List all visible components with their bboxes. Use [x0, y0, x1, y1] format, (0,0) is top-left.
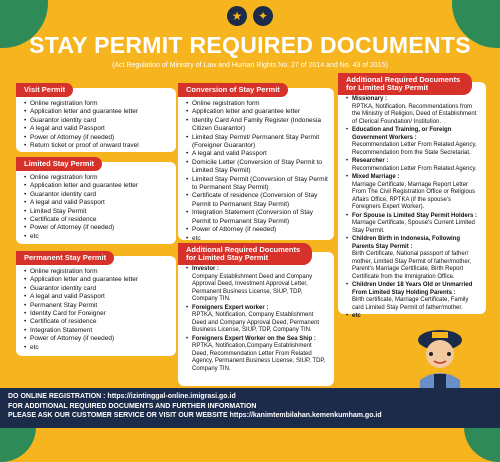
list-item: • Domicile Letter (Conversion of Stay Permit to Limited Stay Permit): [186, 159, 328, 176]
visit-permit-heading: Visit Permit: [16, 83, 73, 97]
section-body: Marriage Certificate, Marriage Report Letter From The Civil Registration Office or Religious Affairs Office, RPTKA (if the spouse's Foreigners Expert Worker).: [352, 181, 476, 210]
permanent-stay-card: [16, 253, 176, 356]
additional-heading-1: Additional Required Documents for Limited Stay Permit: [178, 243, 312, 265]
list-item: • Certificate of residence: [24, 216, 170, 224]
additional-limited-card-2: [338, 75, 486, 319]
section-body: Birth Certificate, National passport of father/ mother, Limited Stay Permit of father/mother, Parent's Marriage Certificate, Birth Report Certificate from the Immigration Office.: [352, 251, 472, 280]
list-item: • Integration Statement: [24, 327, 170, 335]
section-title: • For Spouse is Limited Stay Permit Holders :: [352, 212, 478, 219]
footer-banner: [0, 388, 500, 428]
section-item: [346, 96, 480, 126]
list-item: • Permanent Stay Permit: [24, 302, 170, 310]
section-title: • Foreigners Expert worker :: [192, 304, 269, 311]
list-item: • Return ticket or proof of onward travel: [24, 142, 170, 150]
list-item: • Application letter and guarantee letter: [24, 182, 170, 190]
conversion-list: [186, 100, 328, 243]
list-item: • A legal and valid Passport: [186, 150, 328, 158]
section-title: • Children Under 18 Years Old or Unmarried From Limited Stay Holding Parents :: [352, 282, 473, 296]
list-item: • Power of Attorney (if needed): [24, 335, 170, 343]
permanent-stay-heading: Permanent Stay Permit: [16, 251, 114, 265]
list-item: • Application letter and guarantee letter: [24, 276, 170, 284]
footer-website-line: PLEASE ASK OUR CUSTOMER SERVICE OR VISIT OUR WEBSITE https://kanimtembilahan.kemenkumham.go.id: [8, 412, 382, 419]
list-item: • etc: [186, 235, 328, 243]
list-item: • Power of Attorney (if needed): [24, 224, 170, 232]
section-title: • Children Birth in Indonesia, Following Parents Stay Permit :: [352, 236, 460, 250]
section-body: Recommendation Letter From Related Agency, Recommendation from the State Secretariat.: [352, 142, 477, 156]
section-title: • etc: [352, 313, 361, 319]
section-body: Recommendation Letter From Related Agency.: [352, 165, 477, 172]
section-item: [346, 174, 480, 212]
list-item: • Power of Attorney (if needed): [186, 226, 328, 234]
list-item: • Application letter and guarantee letter: [24, 108, 170, 116]
additional-list-2: [346, 96, 480, 321]
page-subtitle: (Act Regulation of Ministry of Law and Human Rights No. 27 of 2014 and No. 43 of 2015): [112, 62, 388, 69]
list-item: • Limited Stay Permit: [24, 208, 170, 216]
section-body: Marriage Certificate, Spouse's Current Limited Stay Permit.: [352, 220, 475, 234]
section-item: [186, 305, 328, 335]
section-item: [346, 127, 480, 157]
permanent-stay-list: [24, 268, 170, 352]
list-item: • Online registration form: [24, 100, 170, 108]
section-title: • Missionary :: [352, 96, 388, 102]
limited-stay-heading: Limited Stay Permit: [16, 157, 102, 171]
list-item: • Integration Statement (Conversion of Stay Permit to Permanent Stay Permit): [186, 209, 328, 226]
visit-permit-card: [16, 85, 176, 152]
section-body: RPTKA, Notification, Company Establishment Deed and Company Approval Deed, Permanent Business License, SIUP, TDP, Company TIN.: [192, 312, 320, 333]
page-title: STAY PERMIT REQUIRED DOCUMENTS: [29, 32, 471, 58]
section-title: • Mixed Marriage :: [352, 174, 400, 180]
section-body: RPTKA, Notification, Recommendations from the Ministry of Religion, Deed of Establishment of Clerical Foundation/ Institution.: [352, 103, 477, 125]
additional-heading-2: Additional Required Documents for Limited Stay Permit: [338, 73, 472, 95]
section-body: Company Establishment Deed and Company Approval Deed, Investment Approval Letter, Permanent Business License, SIUP, TDP, Company TIN.: [192, 273, 313, 302]
list-item: • A legal and valid Passport: [24, 293, 170, 301]
list-item: • Guarantor identity card: [24, 191, 170, 199]
immigration-logo-icon: ✦: [253, 6, 273, 26]
section-body: RPTKA, Notification,Company Establishment Deed, Recommendation Letter From Related Agency, Permanent Business License, SIUP, TDP, Company TIN.: [192, 343, 326, 372]
section-body: Birth certificate, Marriage Certificate, Family card Limited Stay Permit of father/mother.: [352, 297, 469, 311]
section-title: • Foreigners Expert Worker on the Sea Ship :: [192, 335, 316, 342]
list-item: • etc: [24, 344, 170, 352]
ministry-logo-icon: ★: [227, 6, 247, 26]
footer-info-line: FOR ADDITIONAL REQUIRED DOCUMENTS AND FURTHER INFORMATION: [8, 402, 257, 410]
visit-permit-list: [24, 100, 170, 150]
list-item: • Guarantor identity card: [24, 117, 170, 125]
list-item: • Certificate of residence (Conversion of Stay Permit to Permanent Stay Permit): [186, 192, 328, 209]
section-item: [346, 282, 480, 312]
list-item: • Limited Stay Permit/ Permanent Stay Permit (Foreigner Guarantor): [186, 134, 328, 151]
section-item: [346, 158, 480, 173]
list-item: • Identity Card And Family Register (Indonesia Citizen Guarantor): [186, 117, 328, 134]
conversion-heading: Conversion of Stay Permit: [178, 83, 288, 97]
section-item: [186, 266, 328, 304]
section-item: [346, 236, 480, 281]
section-item: [186, 336, 328, 374]
list-item: • Identity Card for Foreigner: [24, 310, 170, 318]
list-item: • Application letter and guarantee letter: [186, 108, 328, 116]
limited-stay-list: [24, 174, 170, 241]
additional-limited-card-1: [178, 245, 334, 386]
conversion-card: [178, 85, 334, 242]
section-title: • Education and Training, or Foreign Government Workers :: [352, 127, 452, 141]
section-title: • Researcher :: [352, 158, 389, 164]
list-item: • A legal and valid Passport: [24, 199, 170, 207]
list-item: • etc: [24, 233, 170, 241]
list-item: • Online registration form: [24, 174, 170, 182]
logo-group: [222, 6, 278, 28]
limited-stay-card: [16, 159, 176, 244]
section-title: • Investor :: [192, 266, 220, 272]
footer-registration-line: DO ONLINE REGISTRATION : https://izintinggal-online.imigrasi.go.id: [8, 393, 236, 400]
list-item: • Power of Attorney (if needed): [24, 134, 170, 142]
list-item: • Certificate of residence: [24, 318, 170, 326]
list-item: • A legal and valid Passport: [24, 125, 170, 133]
section-item: [346, 213, 480, 236]
list-item: • Online registration form: [186, 100, 328, 108]
list-item: • Guarantor identity card: [24, 285, 170, 293]
list-item: • Online registration form: [24, 268, 170, 276]
additional-list-1: [186, 266, 328, 373]
list-item: • Limited Stay Permit (Conversion of Stay Permit to Permanent Stay Permit): [186, 176, 328, 193]
